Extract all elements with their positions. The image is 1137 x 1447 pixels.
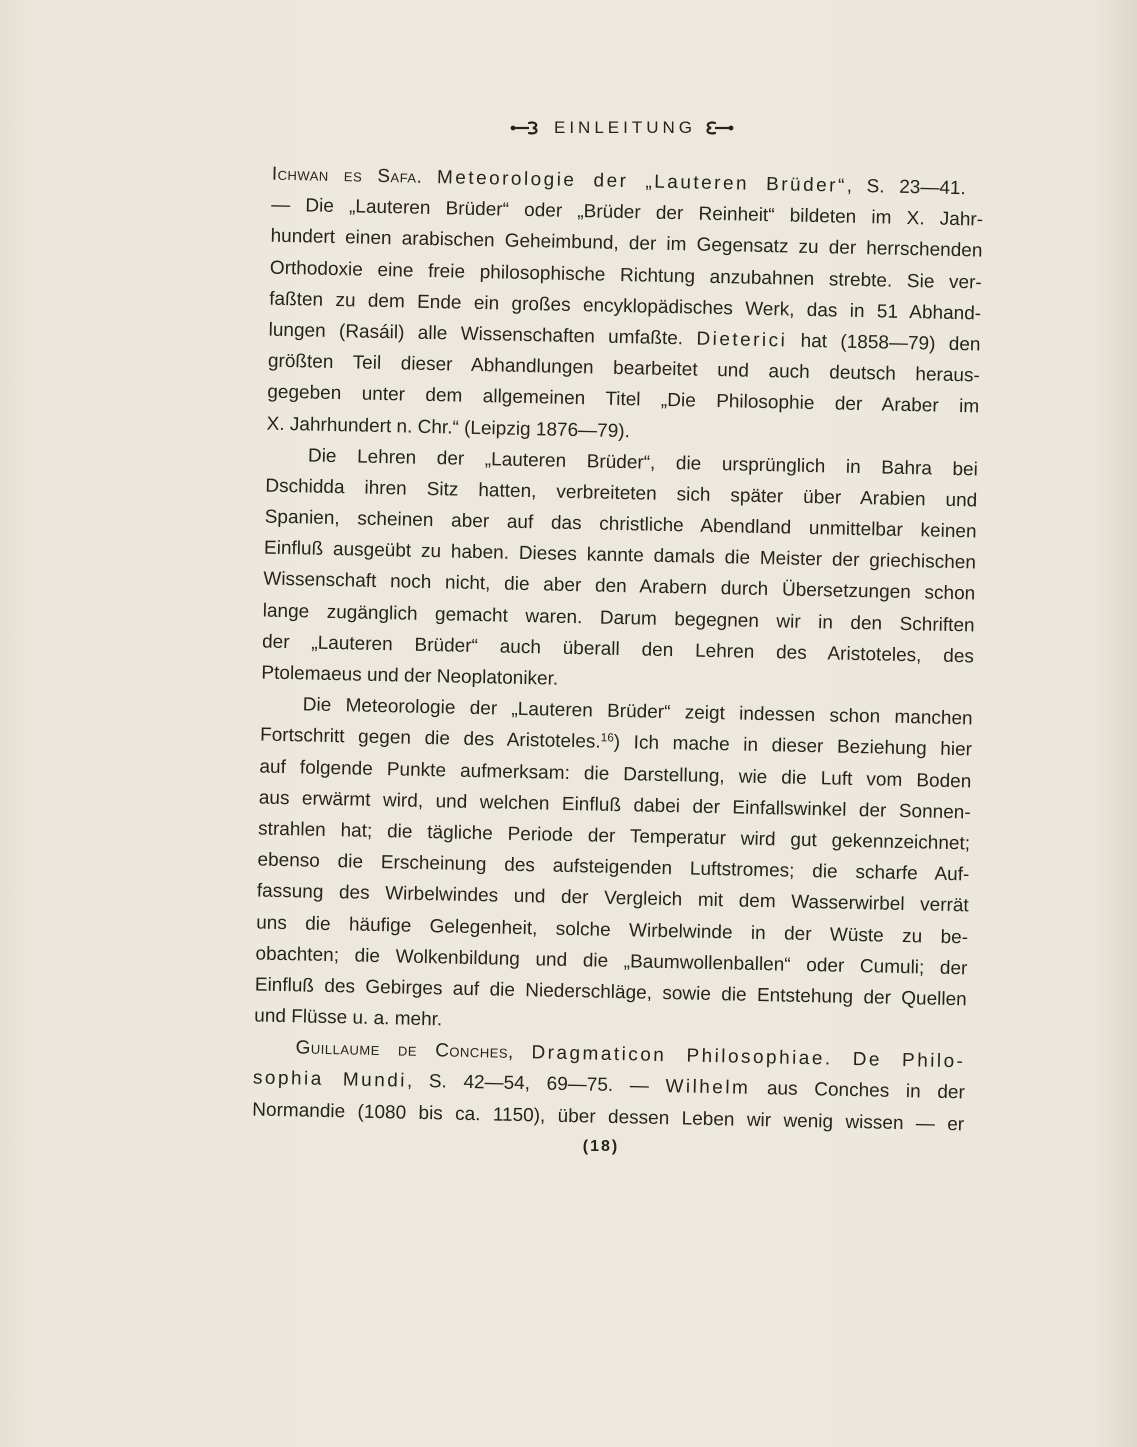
text-line: Normandie (1080 bis ca. 1150), über dessen Leben wir wenig wissen — er <box>252 1099 965 1135</box>
text-line: Die Lehren der „Lauteren Brüder“, die ursprünglich in Bahra bei <box>307 445 979 481</box>
paragraph-guillaume-de-conches <box>252 1032 966 1140</box>
paragraph-meteorologie <box>254 689 973 1047</box>
page-number: (18) <box>582 1138 620 1155</box>
paragraph-lehren <box>261 439 978 703</box>
text-line: Die Meteorologie der „Lauteren Brüder“ zeigt indessen schon manchen <box>302 694 973 730</box>
spaced-name: Wilhelm <box>665 1076 751 1100</box>
text-line: der „Lauteren Brüder“ auch überall den Lehren des Aristoteles, des <box>261 631 975 668</box>
text-line: größten Teil dieser Abhandlungen bearbeitet und auch deutsch heraus- <box>267 350 981 387</box>
text-segment: Fortschritt gegen die des Aristoteles. <box>259 724 601 754</box>
text-line: Orthodoxie eine freie philosophische Richtung anzubahnen strebte. Sie ver- <box>269 257 982 294</box>
text-line: faßten zu dem Ende ein großes encyklopädisches Werk, das in 51 Abhand- <box>269 288 982 325</box>
running-header <box>510 116 734 140</box>
spaced-work-title: Meteorologie der „Lauteren Brüder“ <box>436 167 847 197</box>
text-line: Dschidda ihren Sitz hatten, verbreiteten sich später über Arabien und <box>265 475 978 512</box>
text-line: obachten; die Wolkenbildung und die „Baumwollenballen“ oder Cumuli; der <box>255 943 968 980</box>
text-line: aus erwärmt wird, und welchen Einfluß dabei der Einfallswinkel der Sonnen- <box>258 787 971 824</box>
header-title: EINLEITUNG <box>554 118 697 137</box>
text-segment: ) Ich mache in dieser Beziehung hier <box>613 732 973 761</box>
text-line: fassung des Wirbelwindes und der Vergleich mit dem Wasserwirbel verrät <box>256 880 969 917</box>
spaced-work-title: Dragmaticon Philosophiae. De Philo- <box>531 1042 966 1073</box>
footnote-reference: 16 <box>600 731 614 745</box>
flourish-right-icon <box>702 120 734 136</box>
text-segment: hat (1858—79) den <box>800 330 981 356</box>
text-line: Einfluß ausgeübt zu haben. Dieses kannte damals die Meister der griechischen <box>263 537 977 574</box>
author-small-caps: Ichwan es Safa. <box>271 163 423 188</box>
text-segment: aus Conches in der <box>766 1078 965 1104</box>
text-line: — Die „Lauteren Brüder“ oder „Brüder der Reinheit“ bildeten im X. Jahr- <box>271 194 984 231</box>
author-small-caps: Guillaume de Conches, <box>295 1037 515 1064</box>
text-line: X. Jahrhundert n. Chr.“ (Leipzig 1876—79). <box>266 413 631 442</box>
text-line: Einfluß des Gebirges auf die Niederschläge, sowie die Entstehung der Quellen <box>254 974 967 1011</box>
flourish-left-icon <box>510 120 542 136</box>
text-line: strahlen hat; die tägliche Periode der Temperatur wird gut gekennzeichnet; <box>257 818 971 855</box>
text-line: auf folgende Punkte aufmerksam: die Darstellung, wie die Luft vom Boden <box>259 756 972 792</box>
text-line: ebenso die Erscheinung des aufsteigenden Luftstromes; die scharfe Auf- <box>257 849 970 886</box>
text-segment: , S. 42—54, 69—75. — <box>406 1071 650 1098</box>
text-line: gegeben unter dem allgemeinen Titel „Die Philosophie der Araber im <box>267 381 980 418</box>
text-line: Ptolemaeus und der Neoplatoniker. <box>261 662 559 690</box>
paragraph-ichwan-es-safa <box>266 159 984 455</box>
spaced-name: Dieterici <box>696 328 788 352</box>
text-line: hundert einen arabischen Geheimbund, der im Gegensatz zu der herrschenden <box>270 226 983 262</box>
text-line: uns die häufige Gelegenheit, solche Wirbelwinde in der Wüste zu be- <box>255 911 969 948</box>
text-line: Wissenschaft noch nicht, die aber den Arabern durch Übersetzungen schon <box>263 568 976 605</box>
spaced-work-title: sophia Mundi <box>252 1067 408 1093</box>
text-line: und Flüsse u. a. mehr. <box>254 1005 443 1031</box>
body-text <box>252 159 984 1141</box>
text-segment: lungen (Rasáil) alle Wissenschaften umfaßte. <box>268 319 684 350</box>
text-line: lange zugänglich gemacht waren. Darum begegnen wir in den Schriften <box>262 600 975 637</box>
text-segment: , S. 23—41. <box>846 175 966 200</box>
text-line: Spanien, scheinen aber auf das christliche Abendland unmittelbar keinen <box>264 506 977 543</box>
